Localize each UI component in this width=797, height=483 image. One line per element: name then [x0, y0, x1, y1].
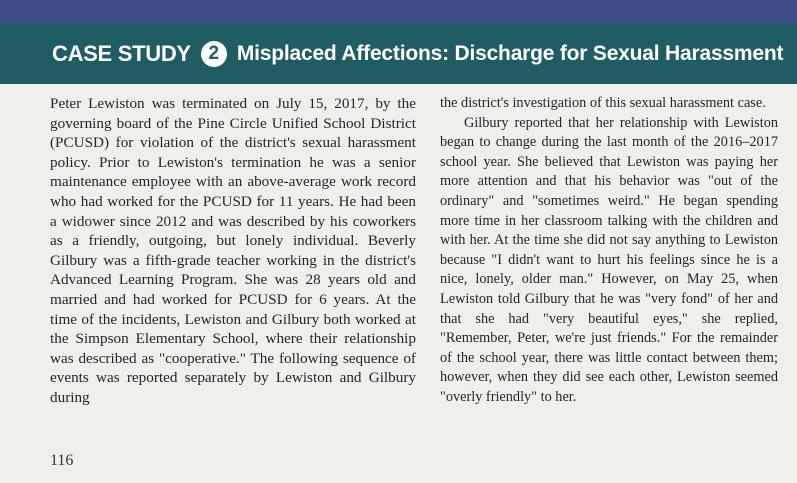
- top-edge-strip: [0, 0, 797, 24]
- case-study-banner: [0, 24, 797, 84]
- right-paragraph: Gilbury reported that her relationship with Lewiston began to change during the last month of the 2016–2017 school year. She believed that Lewiston was paying her more attention and that his behavior was "out of the ordinary" and "sometimes weird." He began spending more time in her classroom talking with the children and with her. At the time she did not say anything to Lewiston because "I didn't want to hurt his feelings since he is a nice, lonely, older man." However, on May 25, when Lewiston told Gilbury that he was "very fond" of her and that she had "very beautiful eyes," she replied, "Remember, Peter, we're just friends." For the remainder of the school year, there was little contact between them; however, when they did see each other, Lewiston seemed "overly friendly" to her.: [440, 114, 778, 405]
- book-page: [0, 84, 797, 483]
- right-continuation: the district's investigation of this sexual harassment case.: [440, 95, 766, 111]
- page-number: 116: [50, 452, 74, 469]
- case-study-label: CASE STUDY: [52, 41, 191, 66]
- case-number-badge: 2: [201, 41, 227, 67]
- left-paragraph: Peter Lewiston was terminated on July 15, 2017, by the governing board of the Pine Circle Unified School District (PCUSD) for violation of the district's sexual harassment policy. Prior to Lewiston's termination he was a senior maintenance employee with an above-average work record who had worked for the PCUSD for 11 years. He had been a widower since 2012 and was described by his coworkers as a friendly, outgoing, but lonely individual. Beverly Gilbury was a fifth-grade teacher working in the district's Advanced Learning Program. She was 28 years old and married and had worked for PCUSD for 6 years. At the time of the incidents, Lewiston and Gilbury both worked at the Simpson Elementary School, where their relationship was described as "cooperative." The following sequence of events was reported separately by Lewiston and Gilbury during: [50, 95, 416, 406]
- right-column: [440, 94, 778, 408]
- case-study-title: Misplaced Affections: Discharge for Sexual Harassment: [236, 42, 784, 65]
- left-column: [50, 94, 416, 408]
